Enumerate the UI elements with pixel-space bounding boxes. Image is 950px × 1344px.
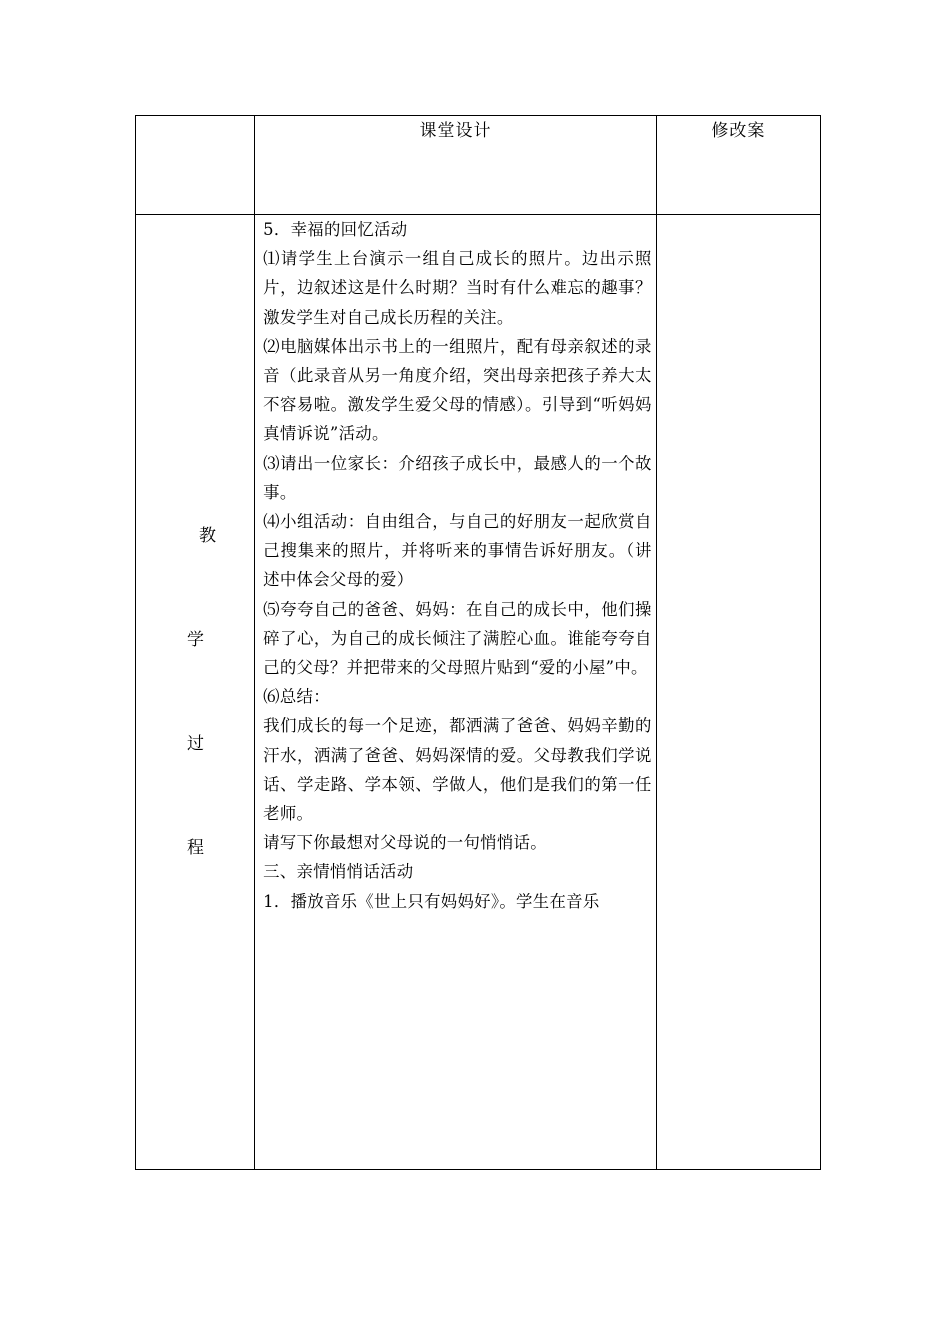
content-paragraph: ⑷小组活动：自由组合，与自己的好朋友一起欣赏自己搜集来的照片，并将听来的事情告诉好朋友。（讲述中体会父母的爱） [263, 512, 652, 590]
content-paragraph: ⑵电脑媒体出示书上的一组照片，配有母亲叙述的录音（此录音从另一角度介绍，突出母亲把孩子养大太不容易啦。激发学生爱父母的情感）。引导到“听妈妈真情诉说”活动。 [263, 336, 652, 444]
content-paragraph: 请写下你最想对父母说的一句悄悄话。 [263, 833, 547, 853]
content-paragraph: 我们成长的每一个足迹，都洒满了爸爸、妈妈辛勤的汗水，洒满了爸爸、妈妈深情的爱。父母教我们学说话、学走路、学本领、学做人，他们是我们的第一任老师。 [263, 716, 652, 824]
header-middle-cell [255, 116, 657, 215]
side-label-char: 学 [187, 630, 204, 650]
side-label-char: 教 [199, 526, 216, 546]
table-header-row [136, 116, 821, 215]
classroom-design-cell [255, 215, 657, 1170]
content-paragraph: 5．幸福的回忆活动 [263, 220, 408, 239]
revision-heading: 修改案 [711, 121, 766, 141]
content-paragraph: ⑸夸夸自己的爸爸、妈妈：在自己的成长中，他们操碎了心，为自己的成长倾注了满腔心血。谁能夸夸自己的父母？并把带来的父母照片贴到“爱的小屋”中。 [263, 599, 652, 678]
side-label-char: 程 [187, 838, 204, 858]
content-paragraph: ⑴请学生上台演示一组自己成长的照片。边出示照片，边叙述这是什么时期？当时有什么难忘的趣事？激发学生对自己成长历程的关注。 [263, 249, 652, 327]
header-right-cell [656, 116, 820, 215]
content-paragraph: ⑶请出一位家长：介绍孩子成长中，最感人的一个故事。 [263, 453, 652, 502]
side-label-char: 过 [187, 734, 204, 754]
classroom-design-heading: 课堂设计 [419, 121, 492, 141]
content-paragraph: 1．播放音乐《世上只有妈妈好》。学生在音乐 [263, 891, 600, 911]
side-label-cell [136, 215, 255, 1170]
content-paragraph: 三、亲情悄悄话活动 [263, 862, 414, 882]
teaching-process-label [136, 215, 254, 1169]
header-left-cell [136, 116, 255, 215]
lesson-plan-table [135, 115, 821, 1170]
revision-cell [656, 215, 820, 1170]
content-paragraph: ⑹总结： [263, 687, 330, 707]
table-body-row [136, 215, 821, 1170]
classroom-design-content [255, 215, 656, 916]
